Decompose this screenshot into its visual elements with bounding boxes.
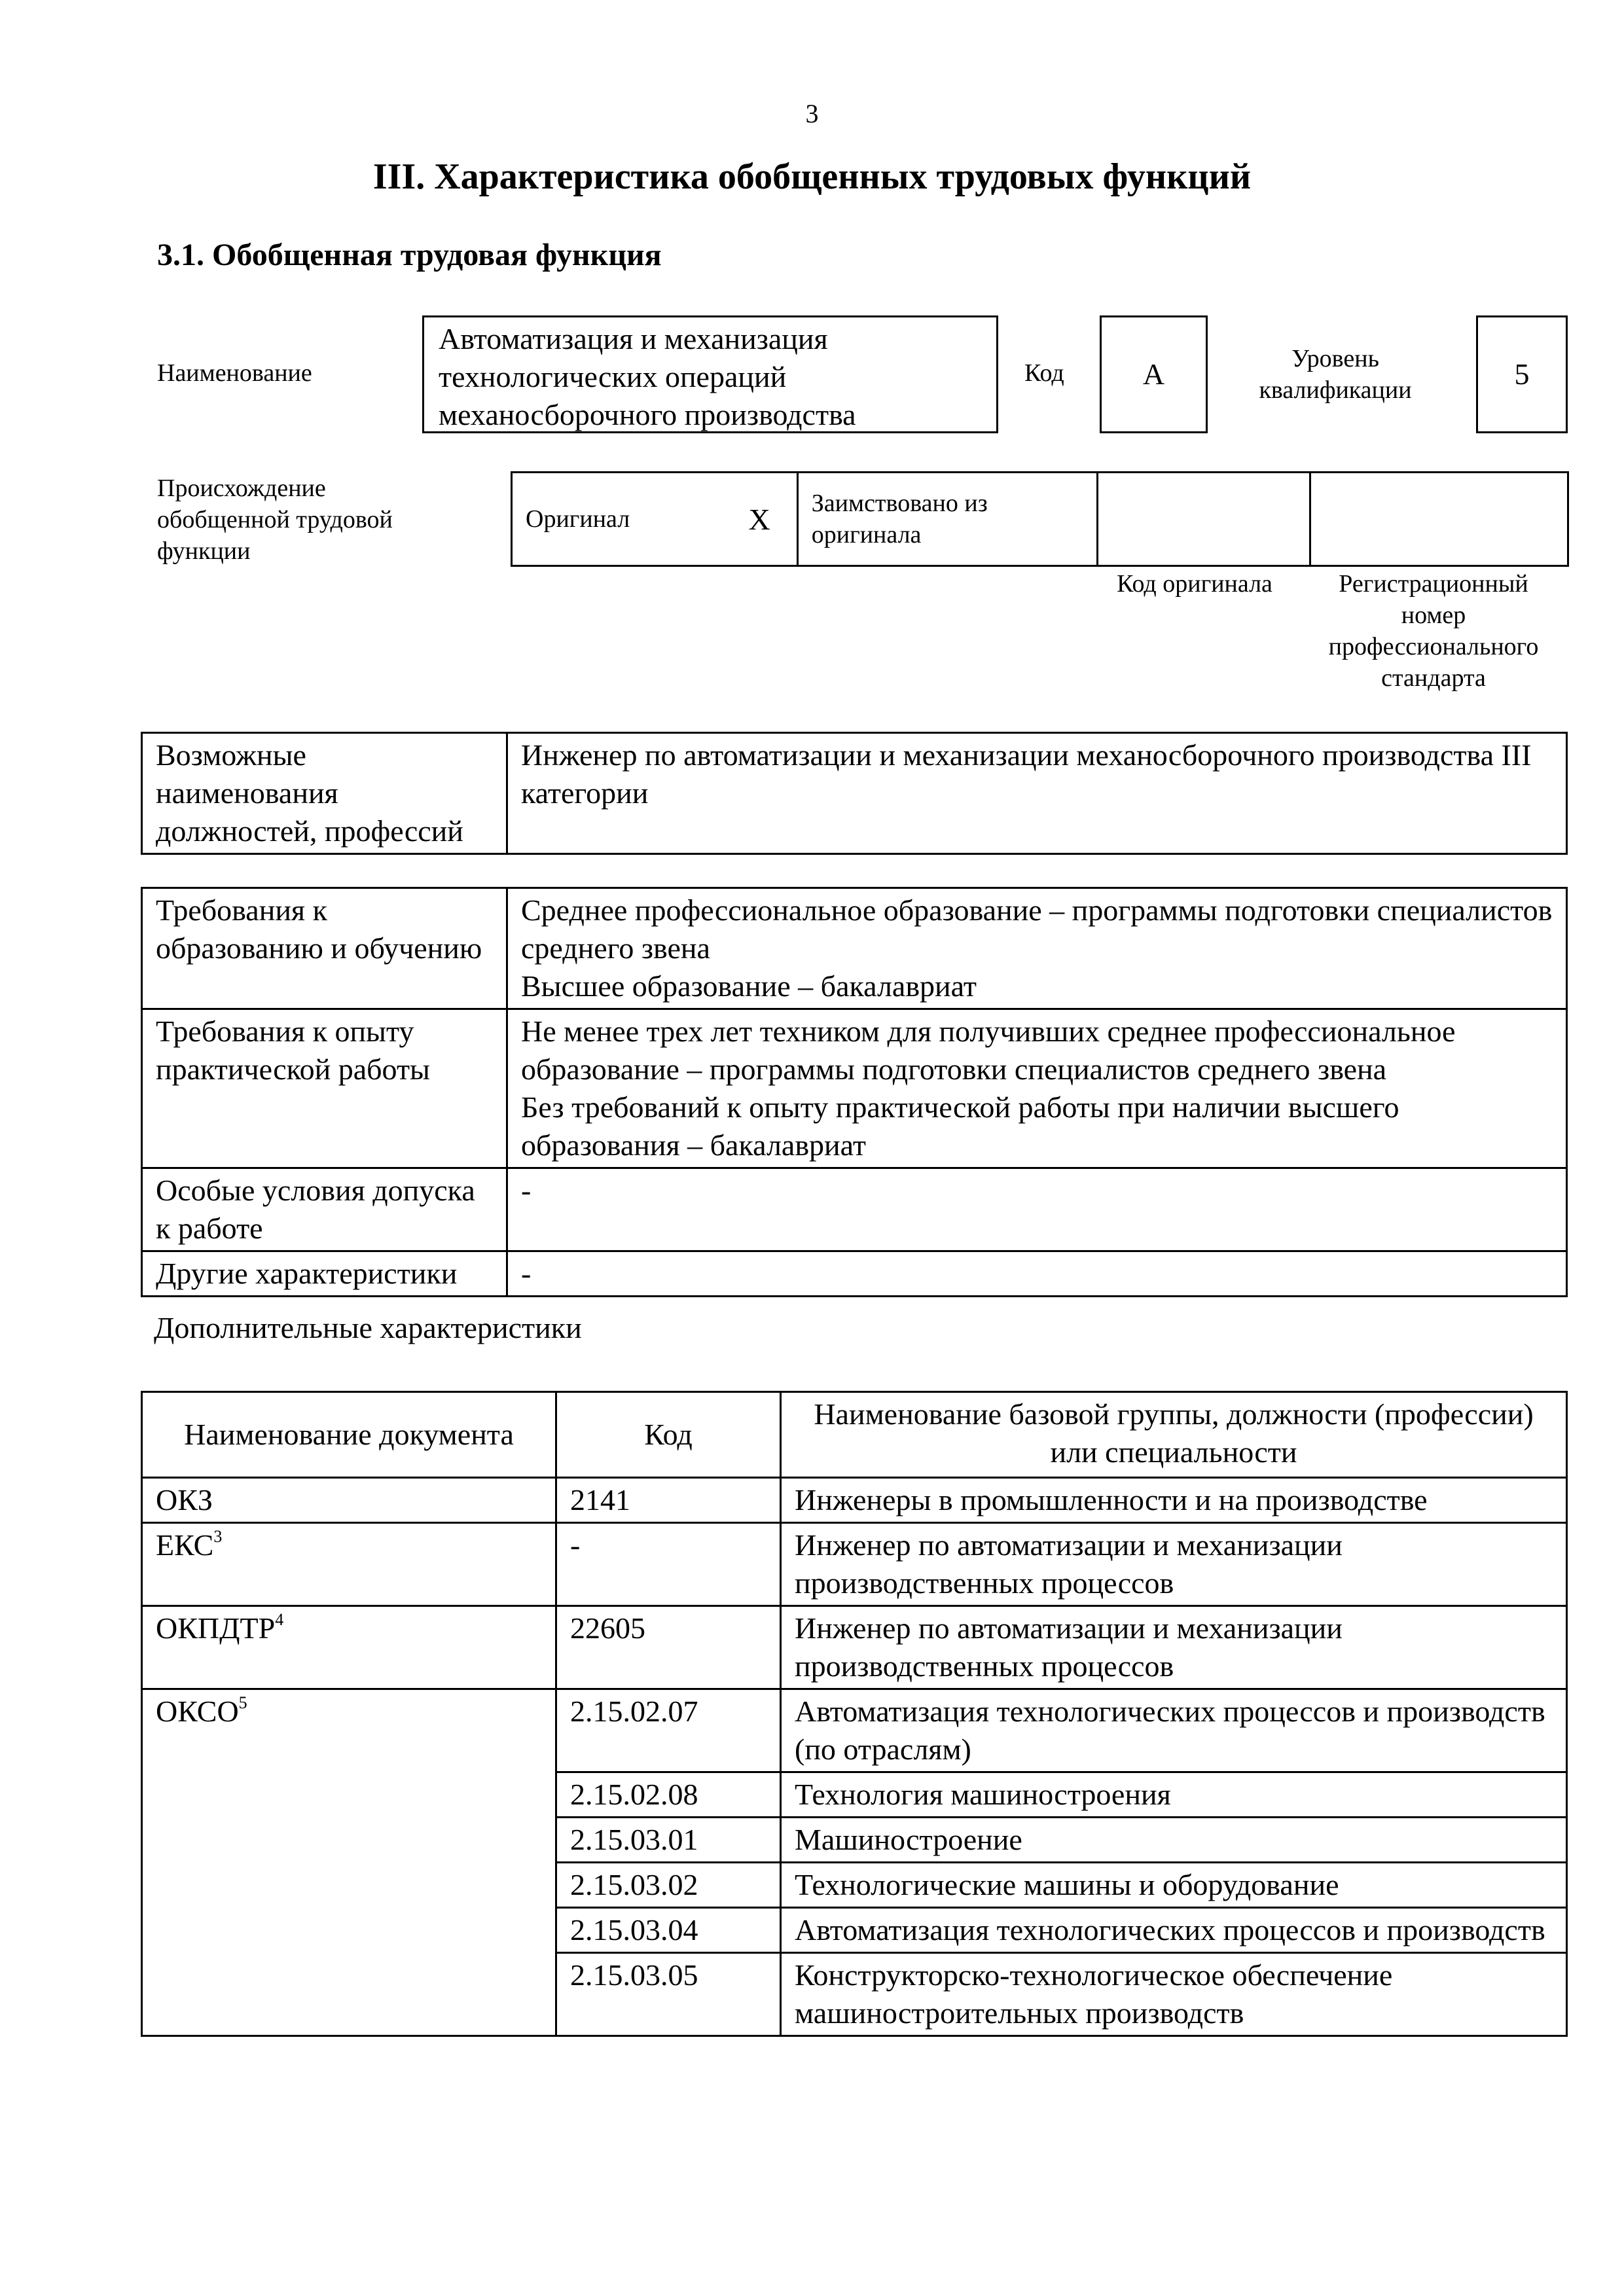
name-label: Наименование — [157, 359, 312, 387]
header-doc: Наименование документа — [142, 1392, 556, 1478]
header-code: Код — [556, 1392, 781, 1478]
requirement-label: Требования к образованию и обучению — [142, 888, 507, 1009]
section-title: III. Характеристика обобщенных трудовых функций — [372, 156, 1252, 197]
code-cell: 2.15.02.07 — [556, 1689, 781, 1772]
code-cell: 2141 — [556, 1478, 781, 1523]
positions-table — [141, 732, 1568, 855]
name-cell: Инженер по автоматизации и механизации производственных процессов — [781, 1523, 1567, 1606]
name-cell: Автоматизация технологических процессов и производств — [781, 1908, 1567, 1953]
doc-name: ЕКС — [156, 1528, 214, 1562]
code-cell: 2.15.02.08 — [556, 1772, 781, 1818]
code-value-box — [1100, 315, 1208, 433]
footnote-ref: 3 — [213, 1527, 223, 1546]
requirement-value: - — [507, 1251, 1567, 1297]
table-row — [142, 1523, 1567, 1606]
doc-cell — [142, 1523, 556, 1606]
requirements-table — [141, 887, 1568, 1297]
positions-label: Возможные наименования должностей, профессий — [142, 733, 507, 854]
code-original-caption: Код оригинала — [1117, 570, 1272, 598]
doc-name: ОКПДТР — [156, 1611, 276, 1645]
code-label: Код — [1024, 359, 1064, 387]
doc-cell — [142, 1478, 556, 1523]
requirement-value: - — [507, 1168, 1567, 1251]
name-cell: Конструкторско-технологическое обеспечение машиностроительных производств — [781, 1953, 1567, 2036]
doc-name: ОКЗ — [156, 1483, 213, 1516]
code-cell: 2.15.03.01 — [556, 1818, 781, 1863]
positions-value: Инженер по автоматизации и механизации механосборочного производства III категории — [507, 733, 1567, 854]
code-cell: 22605 — [556, 1606, 781, 1689]
name-cell: Машиностроение — [781, 1818, 1567, 1863]
requirement-row — [142, 1009, 1567, 1168]
subsection-title: 3.1. Обобщенная трудовая функция — [157, 238, 662, 272]
requirement-line: Высшее образование – бакалавриат — [521, 969, 977, 1003]
code-cell: 2.15.03.05 — [556, 1953, 781, 2036]
reg-number-caption: Регистрационный номер профессионального стандарта — [1328, 570, 1539, 692]
requirement-row — [142, 888, 1567, 1009]
additional-table — [141, 1391, 1568, 2037]
doc-cell — [142, 1606, 556, 1689]
requirement-value — [507, 1009, 1567, 1168]
name-cell: Автоматизация технологических процессов и производств (по отраслям) — [781, 1689, 1567, 1772]
origin-table — [511, 471, 1569, 567]
function-name-value: Автоматизация и механизация технологических операций механосборочного производства — [439, 322, 856, 431]
code-cell: - — [556, 1523, 781, 1606]
level-value: 5 — [1514, 357, 1530, 391]
function-name-box — [422, 315, 998, 433]
requirement-label: Другие характеристики — [142, 1251, 507, 1297]
name-cell: Инженер по автоматизации и механизации производственных процессов — [781, 1606, 1567, 1689]
additional-header-row — [142, 1392, 1567, 1478]
requirement-line: Не менее трех лет техником для получивших среднее профессиональное образование – программы подготовки специалистов среднего звена — [521, 1014, 1456, 1086]
requirement-row — [142, 1251, 1567, 1297]
code-original-cell — [1097, 473, 1310, 566]
doc-cell — [142, 1689, 556, 2036]
code-cell: 2.15.03.04 — [556, 1908, 781, 1953]
footnote-ref: 4 — [275, 1610, 284, 1629]
original-label: Оригинал — [526, 505, 630, 533]
requirement-label: Особые условия допуска к работе — [142, 1168, 507, 1251]
table-row — [142, 1689, 1567, 1772]
requirement-line: Среднее профессиональное образование – программы подготовки специалистов среднего звена — [521, 893, 1553, 965]
requirement-line: Без требований к опыту практической работы при наличии высшего образования – бакалавриат — [521, 1090, 1399, 1162]
requirement-label: Требования к опыту практической работы — [142, 1009, 507, 1168]
name-cell: Инженеры в промышленности и на производстве — [781, 1478, 1567, 1523]
requirement-row — [142, 1168, 1567, 1251]
header-name: Наименование базовой группы, должности (профессии) или специальности — [781, 1392, 1567, 1478]
original-cell — [512, 473, 798, 566]
borrowed-label: Заимствовано из оригинала — [811, 490, 988, 548]
table-row — [142, 1606, 1567, 1689]
reg-number-cell — [1310, 473, 1568, 566]
name-cell: Технологические машины и оборудование — [781, 1863, 1567, 1908]
additional-title: Дополнительные характеристики — [154, 1311, 582, 1344]
level-label: Уровень квалификации — [1259, 345, 1412, 404]
level-value-box — [1476, 315, 1568, 433]
borrowed-cell — [797, 473, 1097, 566]
code-value: А — [1142, 357, 1165, 391]
doc-name: ОКСО — [156, 1695, 239, 1728]
page-number: 3 — [805, 99, 819, 128]
name-cell: Технология машиностроения — [781, 1772, 1567, 1818]
code-cell: 2.15.03.02 — [556, 1863, 781, 1908]
table-row — [142, 1478, 1567, 1523]
original-mark: X — [748, 503, 770, 536]
requirement-value — [507, 888, 1567, 1009]
origin-label: Происхождение обобщенной трудовой функции — [157, 475, 393, 565]
footnote-ref: 5 — [238, 1693, 247, 1712]
